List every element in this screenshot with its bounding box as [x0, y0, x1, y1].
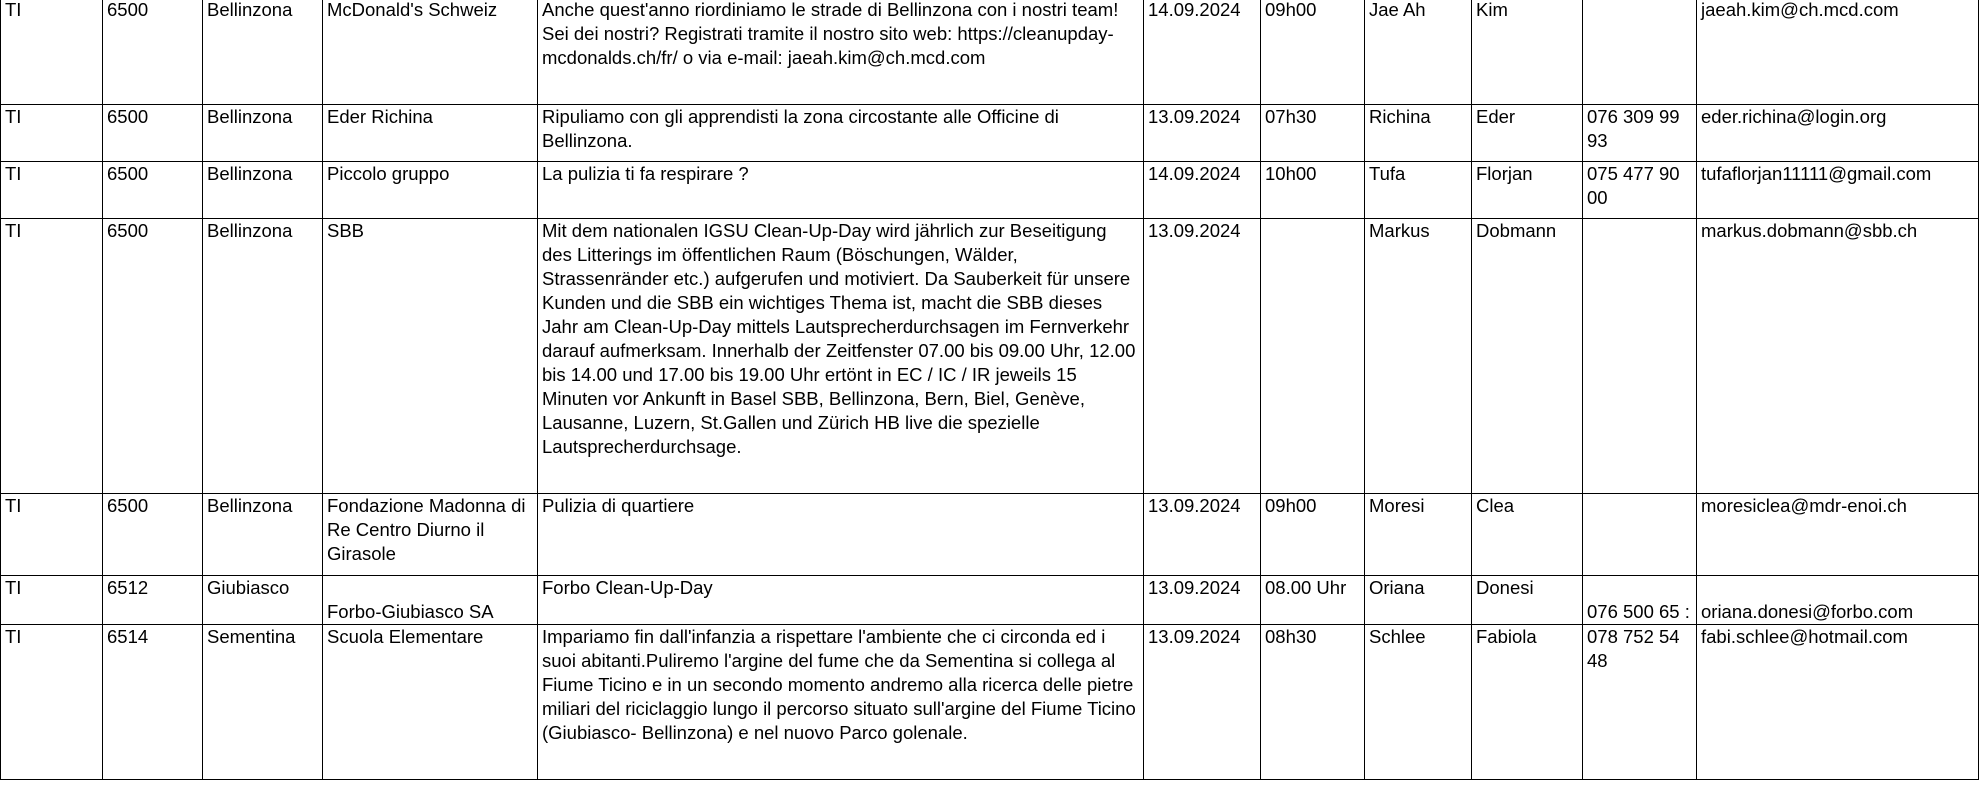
zip-cell[interactable]: 6500	[103, 0, 203, 105]
town-cell[interactable]: Giubiasco	[203, 576, 323, 625]
organization-cell[interactable]: Scuola Elementare	[323, 625, 538, 780]
canton-cell[interactable]: TI	[1, 162, 103, 219]
zip-cell[interactable]: 6500	[103, 162, 203, 219]
description-cell[interactable]: Impariamo fin dall'infanzia a rispettare l'ambiente che ci circonda ed i suoi abitanti.Puliremo l'argine del fume che da Sementina si collega al Fiume Ticino e in un secondo momento andremo alla ricerca delle pietre miliari del riciclaggio lungo il percorso situato sull'argine del Fiume Ticino (Giubiasco- Bellinzona) e nel nuovo Parco golenale.	[538, 625, 1144, 780]
description-cell[interactable]: Forbo Clean-Up-Day	[538, 576, 1144, 625]
canton-cell[interactable]: TI	[1, 625, 103, 780]
zip-cell[interactable]: 6500	[103, 219, 203, 494]
description-cell[interactable]: Pulizia di quartiere	[538, 494, 1144, 576]
last-name-cell[interactable]: Schlee	[1365, 625, 1472, 780]
zip-cell[interactable]: 6500	[103, 494, 203, 576]
town-cell[interactable]: Bellinzona	[203, 494, 323, 576]
first-name-cell[interactable]: Fabiola	[1472, 625, 1583, 780]
phone-cell[interactable]	[1583, 219, 1697, 494]
date-cell[interactable]: 13.09.2024	[1144, 576, 1261, 625]
time-cell[interactable]: 07h30	[1261, 105, 1365, 162]
town-cell[interactable]: Sementina	[203, 625, 323, 780]
canton-cell[interactable]: TI	[1, 494, 103, 576]
phone-cell[interactable]	[1583, 0, 1697, 105]
organization-cell[interactable]: Fondazione Madonna di Re Centro Diurno il Girasole	[323, 494, 538, 576]
table-row	[1, 494, 1979, 576]
organization-cell[interactable]: Piccolo gruppo	[323, 162, 538, 219]
table-row	[1, 625, 1979, 780]
email-cell[interactable]: fabi.schlee@hotmail.com	[1697, 625, 1979, 780]
time-cell[interactable]: 09h00	[1261, 494, 1365, 576]
phone-cell[interactable]: 075 477 90 00	[1583, 162, 1697, 219]
time-cell[interactable]: 08.00 Uhr	[1261, 576, 1365, 625]
organization-cell[interactable]: Forbo-Giubiasco SA	[323, 576, 538, 625]
organization-cell[interactable]: Eder Richina	[323, 105, 538, 162]
table-row	[1, 105, 1979, 162]
email-cell[interactable]: jaeah.kim@ch.mcd.com	[1697, 0, 1979, 105]
town-cell[interactable]: Bellinzona	[203, 105, 323, 162]
time-cell[interactable]: 09h00	[1261, 0, 1365, 105]
last-name-cell[interactable]: Tufa	[1365, 162, 1472, 219]
date-cell[interactable]: 14.09.2024	[1144, 162, 1261, 219]
time-cell[interactable]	[1261, 219, 1365, 494]
description-cell[interactable]: La pulizia ti fa respirare ?	[538, 162, 1144, 219]
town-cell[interactable]: Bellinzona	[203, 162, 323, 219]
date-cell[interactable]: 13.09.2024	[1144, 219, 1261, 494]
town-cell[interactable]: Bellinzona	[203, 219, 323, 494]
email-cell[interactable]: moresiclea@mdr-enoi.ch	[1697, 494, 1979, 576]
organization-cell[interactable]: SBB	[323, 219, 538, 494]
canton-cell[interactable]: TI	[1, 105, 103, 162]
first-name-cell[interactable]: Clea	[1472, 494, 1583, 576]
description-cell[interactable]: Anche quest'anno riordiniamo le strade di Bellinzona con i nostri team! Sei dei nostri? Registrati tramite il nostro sito web: https://cleanupday-mcdonalds.ch/fr/ o via e-mail: jaeah.kim@ch.mcd.com	[538, 0, 1144, 105]
organization-cell[interactable]: McDonald's Schweiz	[323, 0, 538, 105]
phone-cell[interactable]: 078 752 54 48	[1583, 625, 1697, 780]
description-cell[interactable]: Mit dem nationalen IGSU Clean-Up-Day wird jährlich zur Beseitigung des Litterings im öffentlichen Raum (Böschungen, Wälder, Strassenränder etc.) aufgerufen und motiviert. Da Sauberkeit für unsere Kunden und die SBB ein wichtiges Thema ist, macht die SBB dieses Jahr am Clean-Up-Day mittels Lautsprecherdurchsagen im Fernverkehr darauf aufmerksam. Innerhalb der Zeitfenster 07.00 bis 09.00 Uhr, 12.00 bis 14.00 und 17.00 bis 19.00 Uhr ertönt in EC / IC / IR jeweils 15 Minuten vor Ankunft in Basel SBB, Bellinzona, Bern, Biel, Genève, Lausanne, Luzern, St.Gallen und Zürich HB live die spezielle Lautsprecherdurchsage.	[538, 219, 1144, 494]
description-cell[interactable]: Ripuliamo con gli apprendisti la zona circostante alle Officine di Bellinzona.	[538, 105, 1144, 162]
first-name-cell[interactable]: Dobmann	[1472, 219, 1583, 494]
last-name-cell[interactable]: Moresi	[1365, 494, 1472, 576]
last-name-cell[interactable]: Markus	[1365, 219, 1472, 494]
email-cell[interactable]: eder.richina@login.org	[1697, 105, 1979, 162]
last-name-cell[interactable]: Jae Ah	[1365, 0, 1472, 105]
first-name-cell[interactable]: Eder	[1472, 105, 1583, 162]
zip-cell[interactable]: 6500	[103, 105, 203, 162]
first-name-cell[interactable]: Florjan	[1472, 162, 1583, 219]
table-row	[1, 576, 1979, 625]
email-cell[interactable]: oriana.donesi@forbo.com	[1697, 576, 1979, 625]
last-name-cell[interactable]: Richina	[1365, 105, 1472, 162]
phone-cell[interactable]: 076 309 99 93	[1583, 105, 1697, 162]
canton-cell[interactable]: TI	[1, 576, 103, 625]
first-name-cell[interactable]: Donesi	[1472, 576, 1583, 625]
table-row	[1, 219, 1979, 494]
date-cell[interactable]: 13.09.2024	[1144, 494, 1261, 576]
phone-cell[interactable]: 076 500 65 :	[1583, 576, 1697, 625]
table-row	[1, 162, 1979, 219]
zip-cell[interactable]: 6512	[103, 576, 203, 625]
first-name-cell[interactable]: Kim	[1472, 0, 1583, 105]
last-name-cell[interactable]: Oriana	[1365, 576, 1472, 625]
date-cell[interactable]: 13.09.2024	[1144, 105, 1261, 162]
email-cell[interactable]: tufaflorjan11111@gmail.com	[1697, 162, 1979, 219]
phone-cell[interactable]	[1583, 494, 1697, 576]
town-cell[interactable]: Bellinzona	[203, 0, 323, 105]
email-cell[interactable]: markus.dobmann@sbb.ch	[1697, 219, 1979, 494]
table-row	[1, 0, 1979, 105]
canton-cell[interactable]: TI	[1, 0, 103, 105]
date-cell[interactable]: 13.09.2024	[1144, 625, 1261, 780]
canton-cell[interactable]: TI	[1, 219, 103, 494]
time-cell[interactable]: 08h30	[1261, 625, 1365, 780]
zip-cell[interactable]: 6514	[103, 625, 203, 780]
date-cell[interactable]: 14.09.2024	[1144, 0, 1261, 105]
time-cell[interactable]: 10h00	[1261, 162, 1365, 219]
